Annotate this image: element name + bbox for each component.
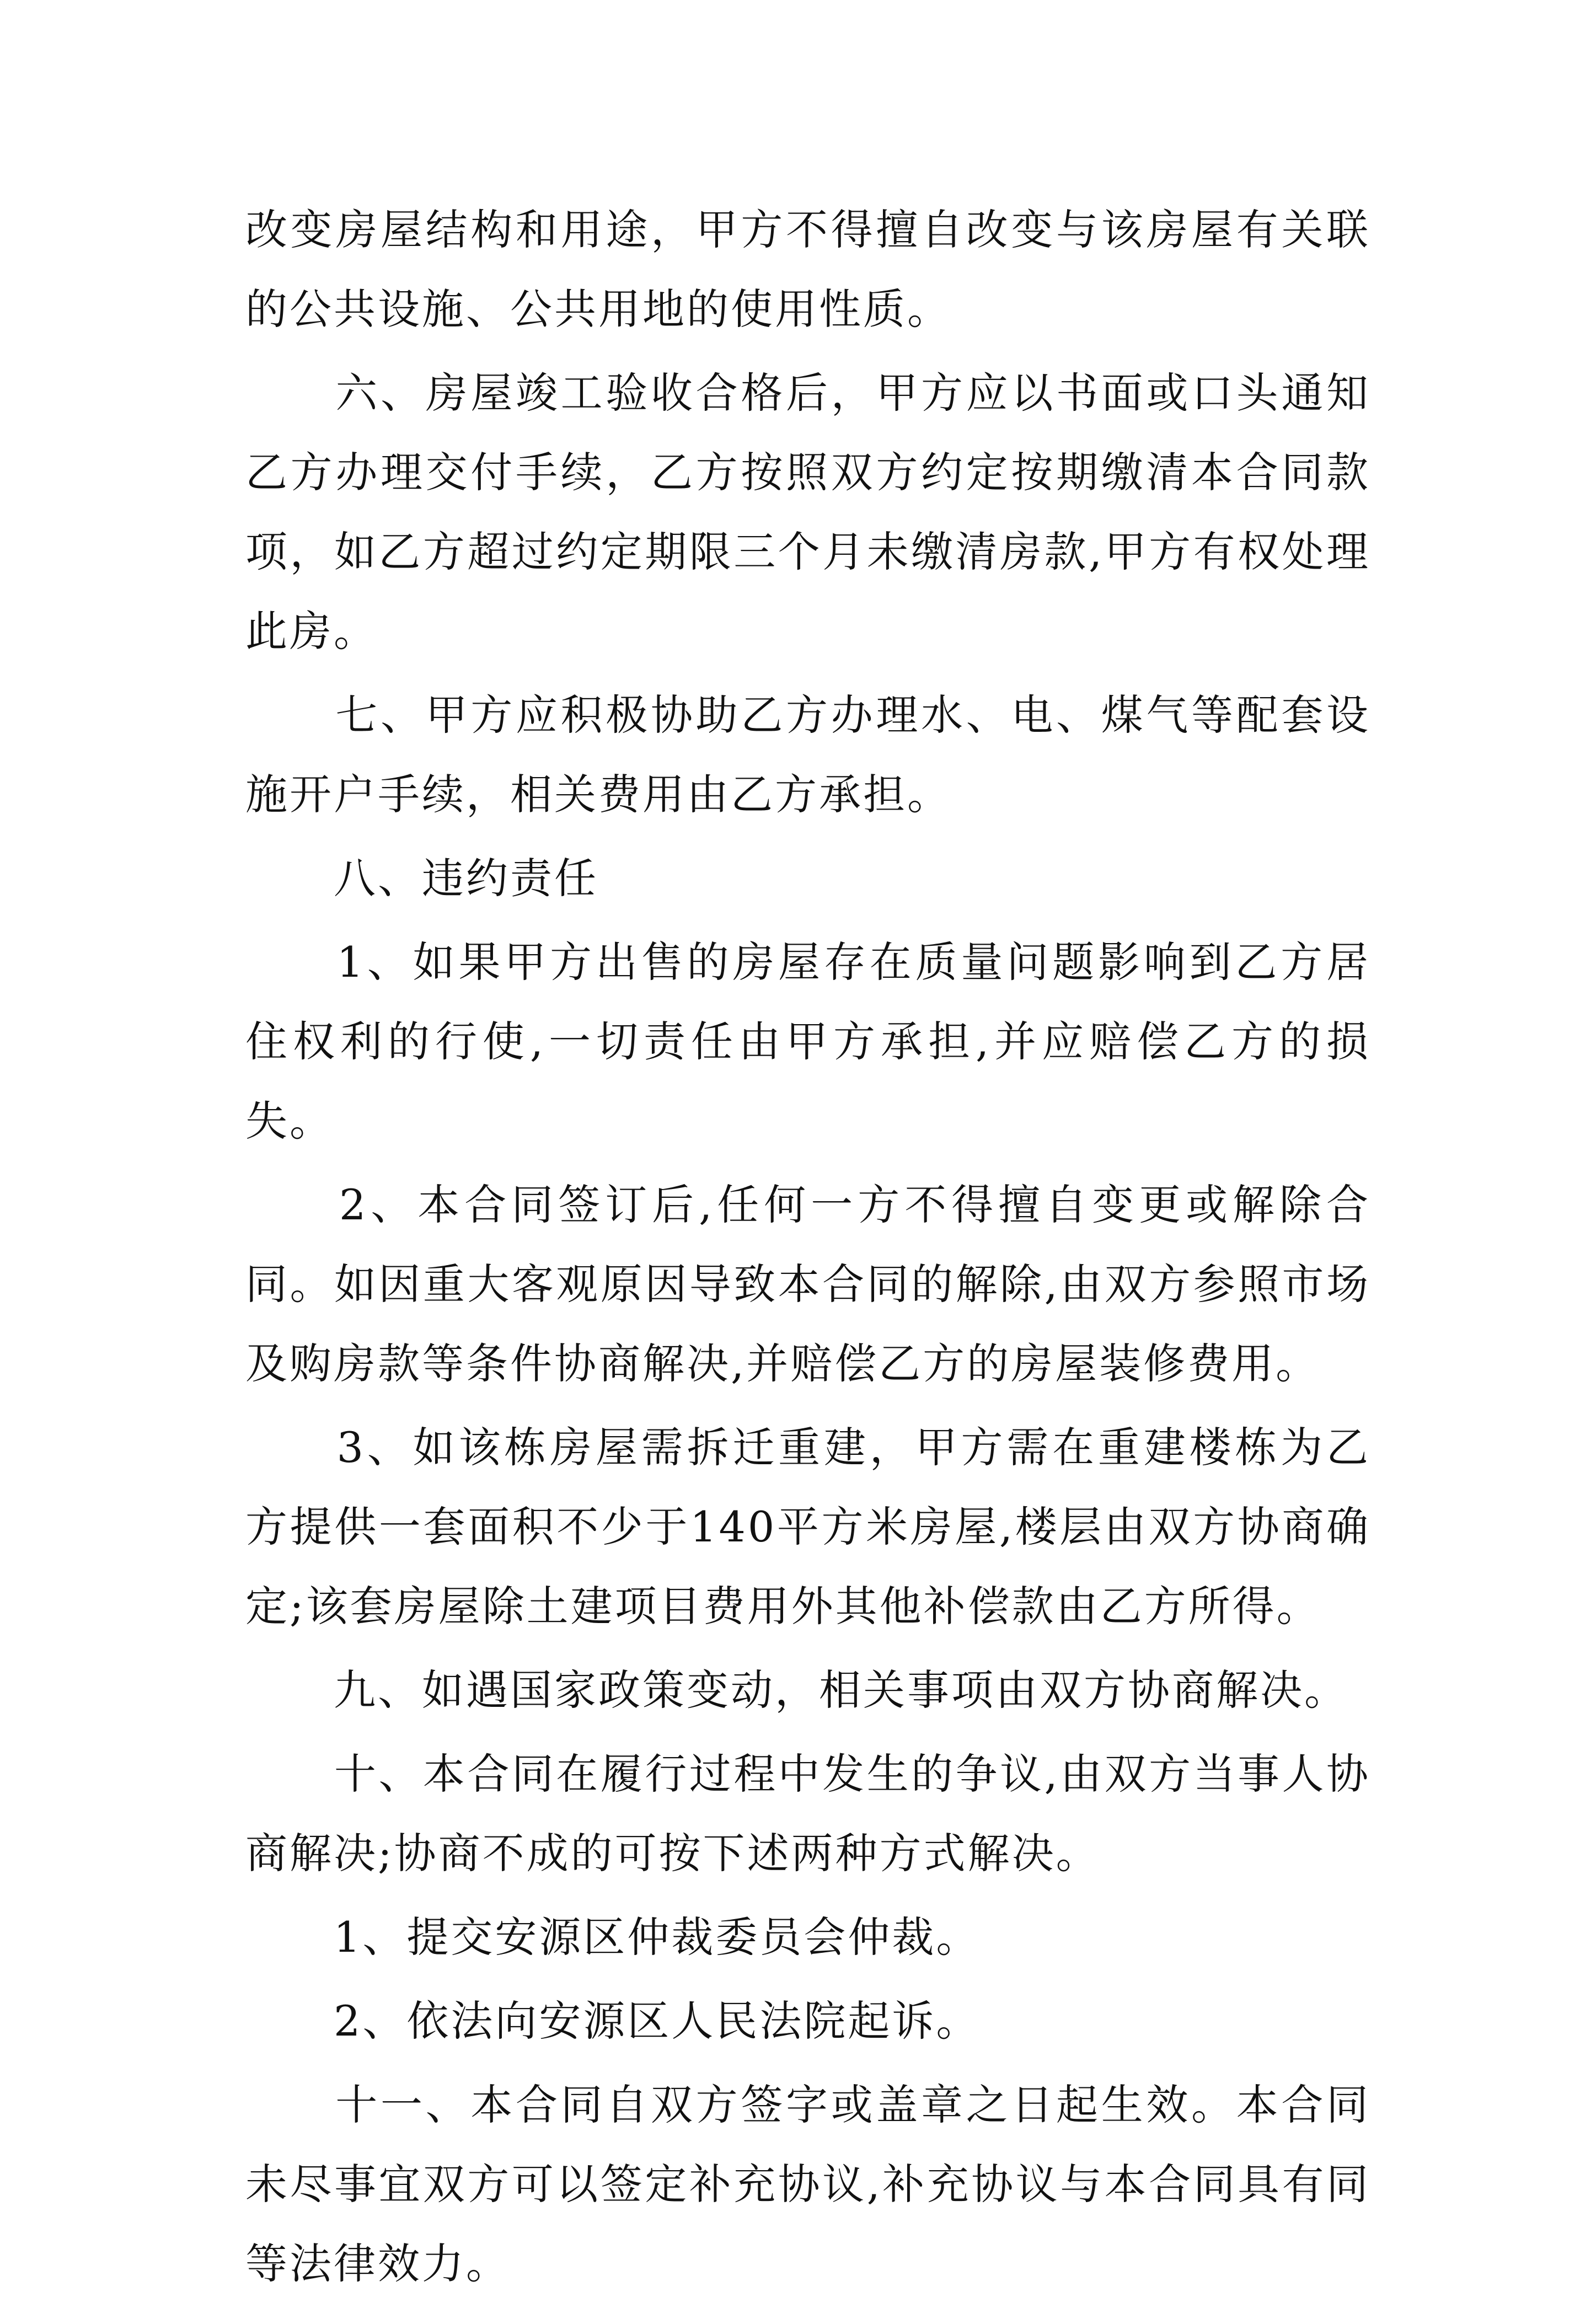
clause-10: 十、本合同在履行过程中发生的争议,由双方当事人协商解决;协商不成的可按下述两种方式解决。	[245, 1749, 1370, 1878]
paragraph-continuation: 改变房屋结构和用途，甲方不得擅自改变与该房屋有关联的公共设施、公共用地的使用性质。	[245, 205, 1370, 334]
clause-8-item-3: 3、如该栋房屋需拆迁重建，甲方需在重建楼栋为乙方提供一套面积不少于140平方米房屋,楼层由双方协商确定;该套房屋除土建项目费用外其他补偿款由乙方所得。	[245, 1423, 1370, 1631]
clause-11: 十一、本合同自双方签字或盖章之日起生效。本合同未尽事宜双方可以签定补充协议,补充协议与本合同具有同等法律效力。	[245, 2080, 1370, 2288]
contract-body	[245, 190, 1370, 2308]
clause-6: 六、房屋竣工验收合格后，甲方应以书面或口头通知乙方办理交付手续，乙方按照双方约定按期缴清本合同款项，如乙方超过约定期限三个月未缴清房款,甲方有权处理此房。	[245, 368, 1370, 656]
clause-8-heading: 八、违约责任	[245, 854, 598, 903]
clause-7: 七、甲方应积极协助乙方办理水、电、煤气等配套设施开户手续，相关费用由乙方承担。	[245, 690, 1370, 819]
clause-10-item-1: 1、提交安源区仲裁委员会仲裁。	[245, 1913, 981, 1962]
clause-10-item-2: 2、依法向安源区人民法院起诉。	[245, 1996, 981, 2045]
clause-8-item-1: 1、如果甲方出售的房屋存在质量问题影响到乙方居住权利的行使,一切责任由甲方承担,并应赔偿乙方的损失。	[245, 938, 1370, 1145]
clause-9: 九、如遇国家政策变动，相关事项由双方协商解决。	[245, 1666, 1348, 1715]
clause-8-item-2: 2、本合同签订后,任何一方不得擅自变更或解除合同。如因重大客观原因导致本合同的解除,由双方参照市场及购房款等条件协商解决,并赔偿乙方的房屋装修费用。	[245, 1180, 1370, 1388]
